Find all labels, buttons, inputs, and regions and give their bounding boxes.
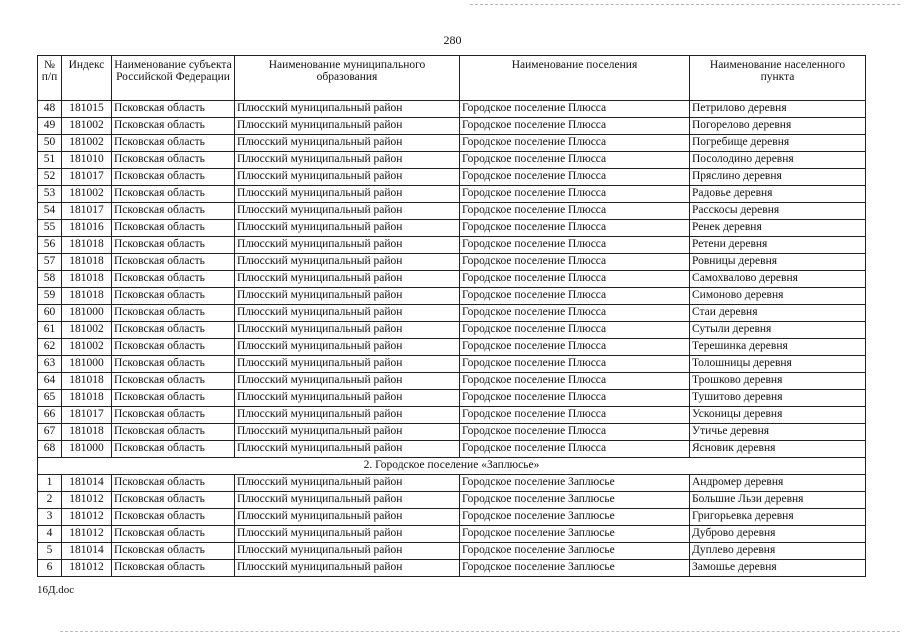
cell-locality: Дуплево деревня: [690, 543, 866, 560]
header-locality: Наименование населенного пункта: [690, 56, 866, 101]
cell-locality: Самохвалово деревня: [690, 271, 866, 288]
cell-subject: Псковская область: [112, 254, 235, 271]
cell-subject: Псковская область: [112, 288, 235, 305]
cell-municipality: Плюсский муниципальный район: [235, 220, 460, 237]
table-row: [38, 424, 866, 441]
cell-municipality: Плюсский муниципальный район: [235, 492, 460, 509]
cell-municipality: Плюсский муниципальный район: [235, 441, 460, 458]
group2-body: [38, 475, 866, 577]
scan-artifact-bottom: [60, 631, 900, 632]
cell-settlement: Городское поселение Плюсса: [460, 220, 690, 237]
table-row: [38, 322, 866, 339]
table-row: [38, 186, 866, 203]
cell-locality: Толошницы деревня: [690, 356, 866, 373]
cell-subject: Псковская область: [112, 560, 235, 577]
cell-locality: Ренек деревня: [690, 220, 866, 237]
table-row: [38, 407, 866, 424]
cell-subject: Псковская область: [112, 169, 235, 186]
cell-subject: Псковская область: [112, 305, 235, 322]
localities-table: [37, 55, 866, 577]
cell-municipality: Плюсский муниципальный район: [235, 135, 460, 152]
header-municipality: Наименование муниципального образования: [235, 56, 460, 101]
cell-index: 181018: [62, 271, 112, 288]
cell-number: 4: [38, 526, 62, 543]
cell-settlement: Городское поселение Плюсса: [460, 152, 690, 169]
cell-number: 60: [38, 305, 62, 322]
table-row: [38, 305, 866, 322]
cell-municipality: Плюсский муниципальный район: [235, 118, 460, 135]
section-title: 2. Городское поселение «Заплюсье»: [38, 458, 866, 475]
cell-locality: Стаи деревня: [690, 305, 866, 322]
table-row: [38, 237, 866, 254]
cell-settlement: Городское поселение Плюсса: [460, 339, 690, 356]
cell-municipality: Плюсский муниципальный район: [235, 254, 460, 271]
cell-settlement: Городское поселение Плюсса: [460, 407, 690, 424]
cell-subject: Псковская область: [112, 339, 235, 356]
table-row: [38, 373, 866, 390]
table-row: [38, 560, 866, 577]
table-row: [38, 220, 866, 237]
cell-subject: Псковская область: [112, 118, 235, 135]
group1-body: [38, 101, 866, 458]
cell-locality: Андромер деревня: [690, 475, 866, 492]
cell-settlement: Городское поселение Плюсса: [460, 203, 690, 220]
cell-number: 68: [38, 441, 62, 458]
cell-settlement: Городское поселение Заплюсье: [460, 509, 690, 526]
table-row: [38, 475, 866, 492]
cell-municipality: Плюсский муниципальный район: [235, 356, 460, 373]
cell-locality: Ясновик деревня: [690, 441, 866, 458]
cell-locality: Утичье деревня: [690, 424, 866, 441]
cell-settlement: Городское поселение Заплюсье: [460, 543, 690, 560]
cell-number: 62: [38, 339, 62, 356]
table-row: [38, 492, 866, 509]
table-row: [38, 509, 866, 526]
table-row: [38, 526, 866, 543]
table-row: [38, 101, 866, 118]
cell-municipality: Плюсский муниципальный район: [235, 152, 460, 169]
cell-index: 181017: [62, 203, 112, 220]
header-settlement: Наименование поселения: [460, 56, 690, 101]
cell-index: 181002: [62, 339, 112, 356]
table-row: [38, 543, 866, 560]
cell-settlement: Городское поселение Плюсса: [460, 356, 690, 373]
cell-municipality: Плюсский муниципальный район: [235, 186, 460, 203]
cell-municipality: Плюсский муниципальный район: [235, 322, 460, 339]
table-row: [38, 441, 866, 458]
table-row: [38, 254, 866, 271]
header-subject: Наименование субъекта Российской Федерации: [112, 56, 235, 101]
table-row: [38, 118, 866, 135]
cell-locality: Ровницы деревня: [690, 254, 866, 271]
cell-settlement: Городское поселение Плюсса: [460, 254, 690, 271]
cell-locality: Сутыли деревня: [690, 322, 866, 339]
cell-settlement: Городское поселение Плюсса: [460, 288, 690, 305]
cell-locality: Петрилово деревня: [690, 101, 866, 118]
table-row: [38, 390, 866, 407]
cell-municipality: Плюсский муниципальный район: [235, 526, 460, 543]
cell-subject: Псковская область: [112, 237, 235, 254]
cell-index: 181014: [62, 543, 112, 560]
cell-number: 50: [38, 135, 62, 152]
cell-municipality: Плюсский муниципальный район: [235, 390, 460, 407]
cell-locality: Терешинка деревня: [690, 339, 866, 356]
cell-locality: Погребище деревня: [690, 135, 866, 152]
cell-locality: Дуброво деревня: [690, 526, 866, 543]
cell-settlement: Городское поселение Плюсса: [460, 322, 690, 339]
cell-number: 65: [38, 390, 62, 407]
cell-municipality: Плюсский муниципальный район: [235, 271, 460, 288]
header-index: Индекс: [62, 56, 112, 101]
table-row: [38, 356, 866, 373]
cell-municipality: Плюсский муниципальный район: [235, 288, 460, 305]
cell-index: 181000: [62, 305, 112, 322]
cell-locality: Симоново деревня: [690, 288, 866, 305]
cell-subject: Псковская область: [112, 526, 235, 543]
cell-index: 181017: [62, 169, 112, 186]
cell-subject: Псковская область: [112, 135, 235, 152]
cell-settlement: Городское поселение Плюсса: [460, 271, 690, 288]
table-row: [38, 271, 866, 288]
cell-settlement: Городское поселение Плюсса: [460, 186, 690, 203]
cell-municipality: Плюсский муниципальный район: [235, 203, 460, 220]
cell-index: 181018: [62, 373, 112, 390]
cell-number: 5: [38, 543, 62, 560]
cell-index: 181012: [62, 526, 112, 543]
cell-index: 181012: [62, 492, 112, 509]
cell-subject: Псковская область: [112, 424, 235, 441]
cell-subject: Псковская область: [112, 509, 235, 526]
cell-index: 181000: [62, 356, 112, 373]
cell-locality: Посолодино деревня: [690, 152, 866, 169]
cell-subject: Псковская область: [112, 441, 235, 458]
header-num: № п/п: [38, 56, 62, 101]
cell-number: 55: [38, 220, 62, 237]
cell-settlement: Городское поселение Заплюсье: [460, 526, 690, 543]
cell-subject: Псковская область: [112, 101, 235, 118]
cell-number: 53: [38, 186, 62, 203]
cell-municipality: Плюсский муниципальный район: [235, 560, 460, 577]
cell-index: 181018: [62, 390, 112, 407]
cell-locality: Расскосы деревня: [690, 203, 866, 220]
cell-subject: Псковская область: [112, 152, 235, 169]
cell-subject: Псковская область: [112, 543, 235, 560]
cell-settlement: Городское поселение Плюсса: [460, 390, 690, 407]
cell-number: 54: [38, 203, 62, 220]
cell-number: 57: [38, 254, 62, 271]
table-header-row: [38, 56, 866, 101]
cell-subject: Псковская область: [112, 407, 235, 424]
cell-settlement: Городское поселение Плюсса: [460, 237, 690, 254]
cell-number: 61: [38, 322, 62, 339]
cell-number: 49: [38, 118, 62, 135]
table-row: [38, 288, 866, 305]
scan-artifact-top: [470, 4, 900, 5]
cell-settlement: Городское поселение Плюсса: [460, 441, 690, 458]
cell-subject: Псковская область: [112, 203, 235, 220]
cell-settlement: Городское поселение Плюсса: [460, 305, 690, 322]
cell-index: 181002: [62, 118, 112, 135]
cell-index: 181018: [62, 288, 112, 305]
table-row: [38, 339, 866, 356]
cell-subject: Псковская область: [112, 373, 235, 390]
cell-index: 181002: [62, 322, 112, 339]
cell-index: 181018: [62, 254, 112, 271]
cell-number: 66: [38, 407, 62, 424]
cell-number: 52: [38, 169, 62, 186]
cell-index: 181016: [62, 220, 112, 237]
cell-subject: Псковская область: [112, 322, 235, 339]
cell-number: 59: [38, 288, 62, 305]
cell-index: 181010: [62, 152, 112, 169]
section-row: [38, 458, 866, 475]
cell-municipality: Плюсский муниципальный район: [235, 237, 460, 254]
cell-index: 181002: [62, 186, 112, 203]
cell-subject: Псковская область: [112, 475, 235, 492]
cell-subject: Псковская область: [112, 492, 235, 509]
cell-index: 181012: [62, 560, 112, 577]
cell-index: 181018: [62, 237, 112, 254]
cell-locality: Григорьевка деревня: [690, 509, 866, 526]
cell-number: 64: [38, 373, 62, 390]
cell-municipality: Плюсский муниципальный район: [235, 305, 460, 322]
cell-locality: Пряслино деревня: [690, 169, 866, 186]
cell-municipality: Плюсский муниципальный район: [235, 101, 460, 118]
page-number: 280: [443, 33, 462, 47]
cell-municipality: Плюсский муниципальный район: [235, 475, 460, 492]
cell-number: 1: [38, 475, 62, 492]
cell-settlement: Городское поселение Плюсса: [460, 118, 690, 135]
cell-locality: Радовье деревня: [690, 186, 866, 203]
footer-filename: 16Д.doc: [37, 584, 75, 596]
cell-municipality: Плюсский муниципальный район: [235, 407, 460, 424]
cell-municipality: Плюсский муниципальный район: [235, 543, 460, 560]
cell-subject: Псковская область: [112, 356, 235, 373]
cell-index: 181002: [62, 135, 112, 152]
cell-index: 181017: [62, 407, 112, 424]
cell-settlement: Городское поселение Заплюсье: [460, 475, 690, 492]
cell-settlement: Городское поселение Плюсса: [460, 101, 690, 118]
cell-index: 181018: [62, 424, 112, 441]
cell-number: 48: [38, 101, 62, 118]
cell-subject: Псковская область: [112, 390, 235, 407]
cell-subject: Псковская область: [112, 220, 235, 237]
cell-index: 181000: [62, 441, 112, 458]
cell-locality: Погорелово деревня: [690, 118, 866, 135]
cell-municipality: Плюсский муниципальный район: [235, 509, 460, 526]
cell-locality: Усконицы деревня: [690, 407, 866, 424]
cell-locality: Трошково деревня: [690, 373, 866, 390]
cell-index: 181015: [62, 101, 112, 118]
cell-subject: Псковская область: [112, 186, 235, 203]
cell-locality: Тушитово деревня: [690, 390, 866, 407]
cell-municipality: Плюсский муниципальный район: [235, 424, 460, 441]
cell-municipality: Плюсский муниципальный район: [235, 169, 460, 186]
cell-index: 181012: [62, 509, 112, 526]
cell-number: 67: [38, 424, 62, 441]
table-row: [38, 169, 866, 186]
cell-number: 2: [38, 492, 62, 509]
cell-settlement: Городское поселение Заплюсье: [460, 560, 690, 577]
cell-settlement: Городское поселение Плюсса: [460, 135, 690, 152]
cell-number: 63: [38, 356, 62, 373]
cell-locality: Замошье деревня: [690, 560, 866, 577]
cell-municipality: Плюсский муниципальный район: [235, 373, 460, 390]
cell-number: 58: [38, 271, 62, 288]
cell-locality: Большие Льзи деревня: [690, 492, 866, 509]
cell-settlement: Городское поселение Плюсса: [460, 373, 690, 390]
table-row: [38, 135, 866, 152]
cell-subject: Псковская область: [112, 271, 235, 288]
cell-settlement: Городское поселение Плюсса: [460, 424, 690, 441]
cell-number: 51: [38, 152, 62, 169]
cell-settlement: Городское поселение Плюсса: [460, 169, 690, 186]
cell-number: 56: [38, 237, 62, 254]
cell-number: 6: [38, 560, 62, 577]
cell-number: 3: [38, 509, 62, 526]
cell-municipality: Плюсский муниципальный район: [235, 339, 460, 356]
cell-locality: Ретени деревня: [690, 237, 866, 254]
cell-index: 181014: [62, 475, 112, 492]
table-row: [38, 203, 866, 220]
table-row: [38, 152, 866, 169]
cell-settlement: Городское поселение Заплюсье: [460, 492, 690, 509]
